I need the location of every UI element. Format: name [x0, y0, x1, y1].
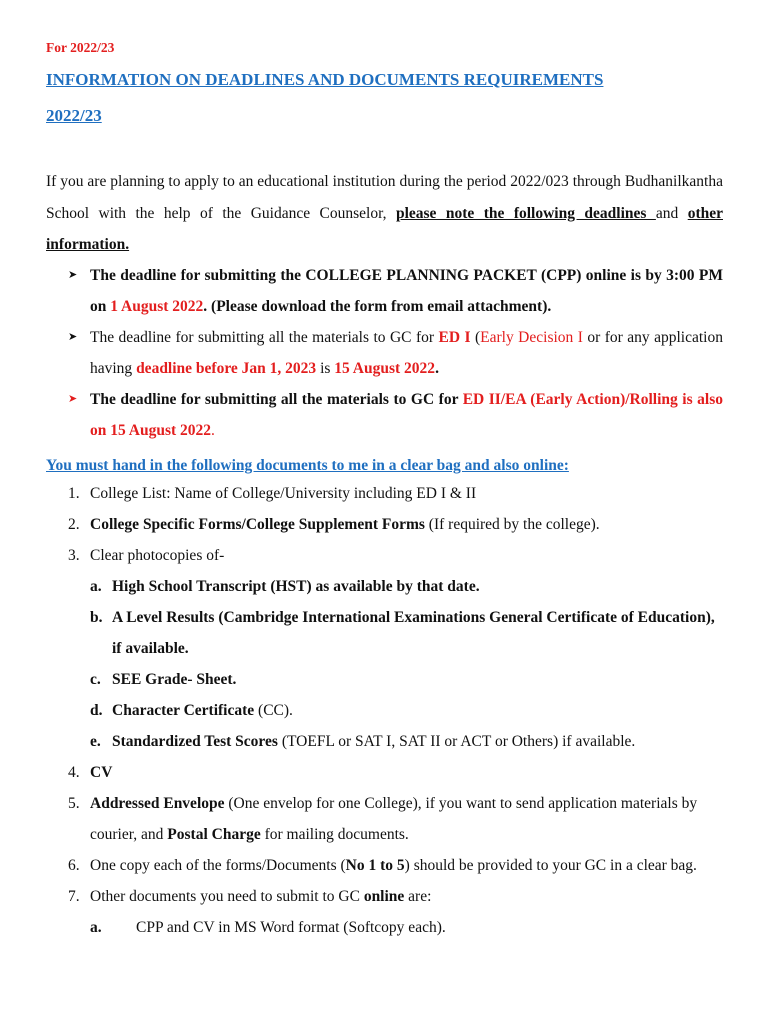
deadline-bullets — [68, 260, 723, 446]
sub-letter: a. — [90, 578, 102, 595]
list-number: 7. — [68, 888, 80, 905]
list-text: Other documents you need to submit to GC — [90, 888, 364, 905]
sub-text: Standardized Test Scores — [112, 733, 278, 750]
bullet-ed2: ED II/EA (Early Action)/Rolling — [462, 391, 678, 408]
list-number: 3. — [68, 547, 80, 564]
bullet-text: or for any application having — [90, 329, 723, 377]
sub-letter: e. — [90, 733, 101, 750]
list-item — [68, 478, 723, 509]
sub-text: A Level Results (Cambridge International Examinations General Certificate of Education), if available. — [112, 609, 715, 657]
sub-letter: b. — [90, 609, 103, 626]
sub-text: High School Transcript (HST) as available by that date. — [112, 578, 480, 595]
list-text: Clear photocopies of- — [90, 547, 225, 564]
arrow-bullet-icon: ➤ — [68, 331, 78, 343]
intro-note-deadlines: please note the following deadlines — [395, 204, 656, 222]
list-text: online — [363, 888, 405, 905]
bullet-deadline-before: deadline before Jan 1, 2023 — [136, 360, 317, 377]
list-text: are: — [404, 888, 432, 905]
sub-text: CPP and CV in MS Word format (Softcopy each). — [136, 919, 446, 936]
bullet-ed2-deadline — [68, 384, 723, 446]
bullet-text: is also on — [90, 391, 723, 439]
bullet-text: . — [211, 422, 215, 439]
sub-text: SEE Grade- Sheet. — [112, 671, 237, 688]
list-item — [68, 540, 723, 571]
documents-heading: You must hand in the following documents to me in a clear bag and also online: — [46, 457, 569, 474]
list-text: for mailing documents. — [260, 826, 409, 843]
list-text: Postal Charge — [167, 826, 261, 843]
intro-and: and — [655, 204, 688, 222]
list-number: 4. — [68, 764, 80, 781]
list-text: (One envelop for one College), if you want to send application materials by courier, and — [90, 795, 698, 843]
arrow-bullet-icon: ➤ — [68, 269, 78, 281]
arrow-bullet-icon: ➤ — [68, 393, 78, 405]
bullet-date: 15 August 2022 — [110, 422, 212, 439]
bullet-text: ( — [470, 329, 481, 346]
list-text: ) should be provided to your GC in a clear bag. — [404, 857, 697, 874]
intro-paragraph — [46, 166, 723, 261]
sub-text: Character Certificate — [112, 702, 255, 719]
bullet-text: is — [316, 360, 335, 377]
sub-letter: d. — [90, 702, 103, 719]
bullet-text: . (Please download the form from email attachment). — [203, 298, 552, 315]
sub-item — [90, 664, 723, 695]
intro-text: If you are planning to apply to an educational institution during the period 2022/023 through Budhanilkantha School with the help of the Guidance Counselor, — [46, 173, 723, 222]
sub-letter: a. — [90, 919, 102, 936]
bullet-ed1: ED I — [438, 329, 471, 346]
list-item — [68, 509, 723, 540]
bullet-date: 15 August 2022 — [334, 360, 436, 377]
sub-item — [90, 726, 723, 757]
list-text: CV — [90, 764, 113, 781]
bullet-text: The deadline for submitting all the materials to GC for — [90, 329, 439, 346]
document-title: INFORMATION ON DEADLINES AND DOCUMENTS REQUIREMENTS — [46, 70, 604, 89]
documents-list — [68, 478, 723, 943]
list-number: 5. — [68, 795, 80, 812]
list-text: College List: Name of College/University including ED I & II — [90, 485, 477, 502]
list-item — [68, 881, 723, 912]
bullet-text: The deadline for submitting the COLLEGE PLANNING PACKET (CPP) online is by 3:00 PM on — [90, 267, 723, 315]
year-note: For 2022/23 — [46, 40, 115, 55]
list-text: One copy each of the forms/Documents ( — [90, 857, 346, 874]
list-text: Addressed Envelope — [90, 795, 225, 812]
sub-item — [90, 602, 723, 664]
sub-item — [90, 571, 723, 602]
sub-text: (TOEFL or SAT I, SAT II or ACT or Others) if available. — [277, 733, 636, 750]
list-number: 2. — [68, 516, 80, 533]
list-item — [68, 757, 723, 788]
bullet-early-decision: Early Decision I — [480, 329, 583, 346]
list-item — [68, 850, 723, 881]
list-number: 1. — [68, 485, 80, 502]
intro-note-other: other information. — [46, 204, 723, 253]
list-text: College Specific Forms/College Supplement Forms — [90, 516, 425, 533]
bullet-text: The deadline for submitting all the materials to GC for — [90, 391, 463, 408]
sub-text: (CC). — [254, 702, 293, 719]
document-title-year: 2022/23 — [46, 106, 102, 125]
sub-letter: c. — [90, 671, 101, 688]
bullet-ed1-deadline — [68, 322, 723, 384]
list-item — [68, 788, 723, 850]
sub-item — [90, 695, 723, 726]
bullet-date: 1 August 2022 — [110, 298, 204, 315]
bullet-cpp-deadline — [68, 260, 723, 322]
list-number: 6. — [68, 857, 80, 874]
bullet-text: . — [435, 360, 439, 377]
list-text: No 1 to 5 — [345, 857, 405, 874]
list-text: (If required by the college). — [424, 516, 600, 533]
sub-item — [90, 912, 723, 943]
